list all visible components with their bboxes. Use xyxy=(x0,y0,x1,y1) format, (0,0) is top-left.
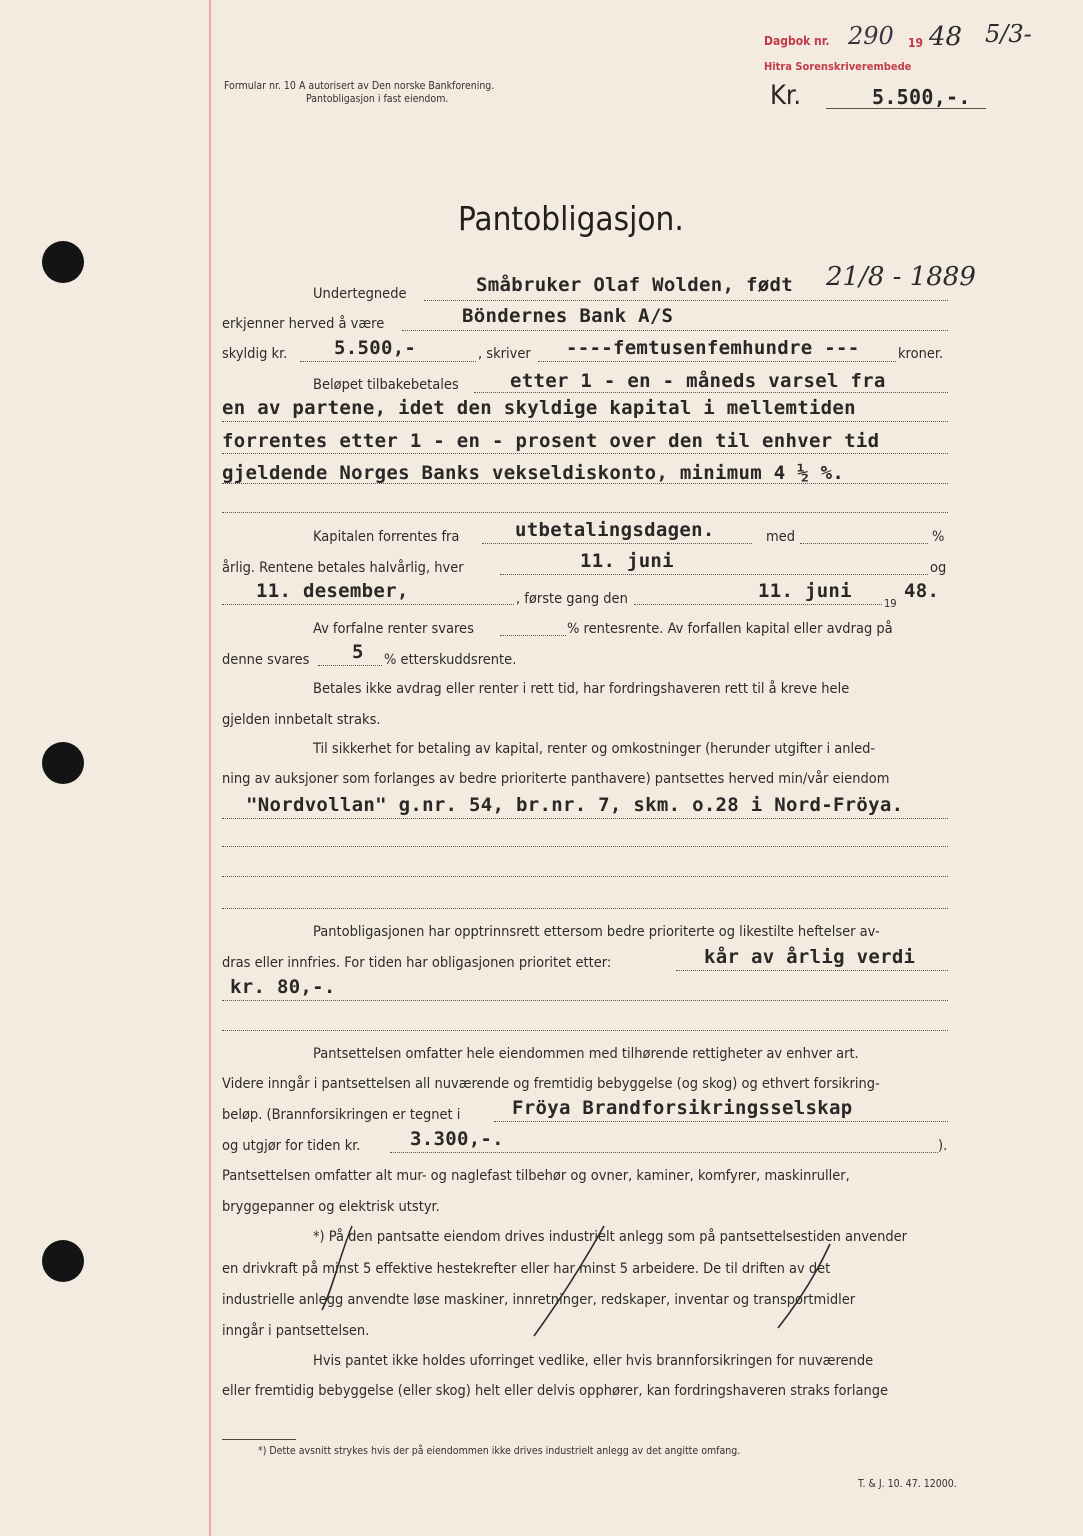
kapital-label: Kapitalen forrentes fra xyxy=(313,529,460,545)
forfalne-label: Av forfalne renter svares xyxy=(313,621,474,637)
stamp-year: 48 xyxy=(929,22,963,52)
stamp-office: Hitra Sorenskriverembede xyxy=(764,60,912,73)
insured-amount: 3.300,-. xyxy=(410,1128,504,1150)
strike-mark-1 xyxy=(322,1226,352,1310)
industrial-line-2: en drivkraft på minst 5 effektive hestekrefter eller har minst 5 arbeidere. De til driften av det xyxy=(222,1261,831,1277)
arlig-label: årlig. Rentene betales halvårlig, hver xyxy=(222,560,464,576)
percent-sign: % xyxy=(932,529,945,545)
late-interest-value: 5 xyxy=(352,641,364,663)
close-paren: ). xyxy=(938,1138,948,1154)
footnote: *) Dette avsnitt strykes hvis der på eiendommen ikke drives industrielt anlegg av det angitte omfang. xyxy=(258,1445,741,1457)
repayment-terms-3: forrentes etter 1 - en - prosent over den til enhver tid xyxy=(222,430,880,452)
med-label: med xyxy=(766,529,796,545)
industrial-line-1: *) På den pantsatte eiendom drives industrielt anlegg som på pantsettelsestiden anvender xyxy=(313,1229,908,1245)
stamp-year-prefix: 19 xyxy=(908,36,924,50)
kroner-label: kroner. xyxy=(898,346,944,362)
repayment-terms-2: en av partene, idet den skyldige kapital i mellemtiden xyxy=(222,397,856,419)
stamp-dagbok-number: 290 xyxy=(848,22,894,50)
sikkerhet-line-2: ning av auksjoner som forlanges av bedre prioriterte panthavere) pantsettes herved min/vår eiendom xyxy=(222,771,890,787)
stamp-dagbok-label: Dagbok nr. xyxy=(764,34,830,48)
first-payment-year: 48. xyxy=(904,580,940,602)
mur-line-1: Pantsettelsen omfatter alt mur- og naglefast tilbehør og ovner, kaminer, komfyrer, maskinruller, xyxy=(222,1168,850,1184)
interest-date-2: 11. desember, xyxy=(256,580,409,602)
industrial-line-3: industrielle anlegg anvendte løse maskiner, innretninger, redskaper, inventar og transportmidler xyxy=(222,1292,856,1308)
amount-value: 5.500,-. xyxy=(872,85,971,109)
denne-svares-label: denne svares xyxy=(222,652,310,668)
betales-line-1: Betales ikke avdrag eller renter i rett tid, har fordringshaveren rett til å kreve hele xyxy=(313,681,850,697)
utgjor-label: og utgjør for tiden kr. xyxy=(222,1138,361,1154)
debtor-name: Småbruker Olaf Wolden, født xyxy=(476,274,793,296)
skyldig-value: 5.500,- xyxy=(334,337,417,359)
kapital-from: utbetalingsdagen. xyxy=(515,519,715,541)
undertegnede-label: Undertegnede xyxy=(313,286,407,302)
first-payment-date: 11. juni xyxy=(758,580,852,602)
property-description: "Nordvollan" g.nr. 54, br.nr. 7, skm. o.28 i Nord-Fröya. xyxy=(246,794,904,816)
creditor-name: Böndernes Bank A/S xyxy=(462,305,674,327)
form-header-line1: Formular nr. 10 A autorisert av Den norske Bankforening. xyxy=(224,80,495,92)
printer-mark: T. & J. 10. 47. 12000. xyxy=(858,1478,957,1490)
opptrinn-line-1: Pantobligasjonen har opptrinnsrett ettersom bedre prioriterte og likestilte heftelser av- xyxy=(313,924,880,940)
insurance-company: Fröya Brandforsikringsselskap xyxy=(512,1097,853,1119)
vedlike-line-2: eller fremtidig bebyggelse (eller skog) helt eller delvis opphører, kan fordringshaveren straks forlange xyxy=(222,1383,889,1399)
sikkerhet-line-1: Til sikkerhet for betaling av kapital, renter og omkostninger (herunder utgifter i anled- xyxy=(313,741,876,757)
priority-text-2: kr. 80,-. xyxy=(230,976,336,998)
repayment-terms-4: gjeldende Norges Banks vekseldiskonto, minimum 4 ½ %. xyxy=(222,462,845,484)
repayment-terms-1: etter 1 - en - måneds varsel fra xyxy=(510,370,886,392)
amount-in-words: ----femtusenfemhundre --- xyxy=(566,337,860,359)
betales-line-2: gjelden innbetalt straks. xyxy=(222,712,381,728)
skriver-label: , skriver xyxy=(478,346,531,362)
opptrinn-line-2: dras eller innfries. For tiden har obligasjonen prioritet etter: xyxy=(222,955,612,971)
erkjenner-label: erkjenner herved å være xyxy=(222,316,385,332)
mur-line-2: bryggepanner og elektrisk utstyr. xyxy=(222,1199,440,1215)
priority-text-1: kår av årlig verdi xyxy=(704,946,916,968)
omfatter-line-1: Pantsettelsen omfatter hele eiendommen med tilhørende rettigheter av enhver art. xyxy=(313,1046,859,1062)
forste-label: , første gang den xyxy=(516,591,628,607)
strike-mark-3 xyxy=(778,1244,830,1328)
omfatter-line-2: Videre inngår i pantsettelsen all nuværende og fremtidig bebyggelse (og skog) og ethvert forsikring- xyxy=(222,1076,880,1092)
document-title: Pantobligasjon. xyxy=(458,199,684,238)
vedlike-line-1: Hvis pantet ikke holdes uforringet vedlike, eller hvis brannforsikringen for nuværende xyxy=(313,1353,874,1369)
omfatter-line-3: beløp. (Brannforsikringen er tegnet i xyxy=(222,1107,461,1123)
tilbake-label: Beløpet tilbakebetales xyxy=(313,377,459,393)
strike-mark-2 xyxy=(534,1226,604,1336)
interest-date-1: 11. juni xyxy=(580,550,674,572)
amount-label: Kr. xyxy=(770,80,802,111)
form-header-line2: Pantobligasjon i fast eiendom. xyxy=(306,93,449,105)
stamp-date: 5/3- xyxy=(985,20,1032,48)
forste-year-prefix: 19 xyxy=(884,597,897,610)
debtor-birth-date: 21/8 - 1889 xyxy=(826,262,976,292)
footnote-rule xyxy=(222,1439,296,1440)
og-label: og xyxy=(930,560,947,576)
industrial-line-4: inngår i pantsettelsen. xyxy=(222,1323,370,1339)
rentesrente-label: % rentesrente. Av forfallen kapital eller avdrag på xyxy=(567,621,893,637)
skyldig-label: skyldig kr. xyxy=(222,346,288,362)
etterskudd-label: % etterskuddsrente. xyxy=(384,652,517,668)
